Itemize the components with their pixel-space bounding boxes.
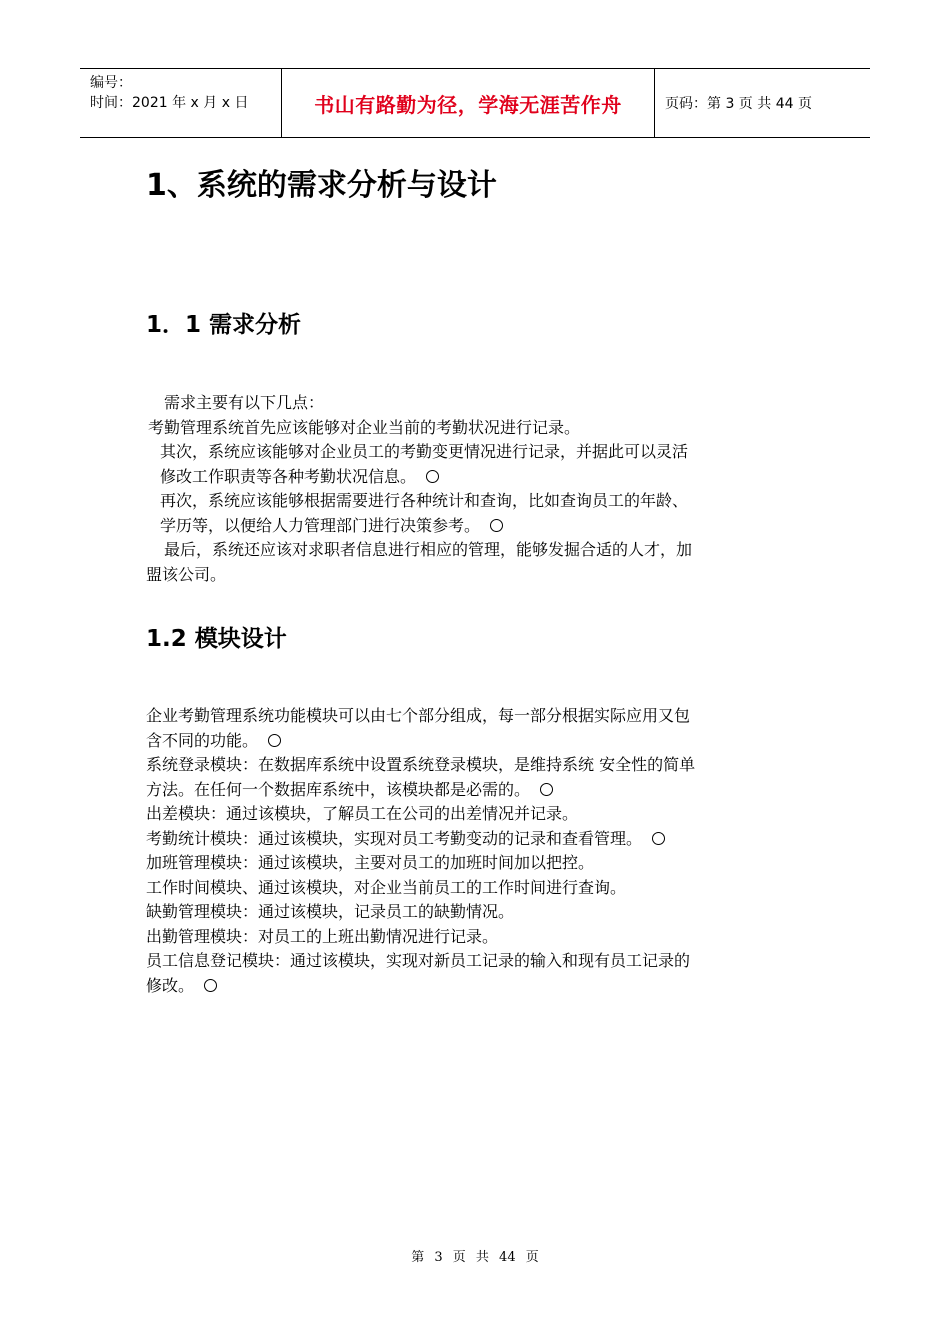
paragraph-line: 含不同的功能。 [146,729,814,754]
circle-mark-icon [268,734,281,747]
paragraph-line: 其次，系统应该能够对企业员工的考勤变更情况进行记录，并据此可以灵活 [160,442,689,461]
paragraph-line: 加班管理模块：通过该模块，主要对员工的加班时间加以把控。 [146,853,595,872]
paragraph-line: 考勤统计模块：通过该模块，实现对员工考勤变动的记录和查看管理。 [146,827,814,852]
paragraph-line: 学历等，以便给人力管理部门进行决策参考。 [146,514,814,539]
page-footer: 第 3 页 共 44 页 [411,1250,539,1265]
paragraph-line: 工作时间模块、通过该模块，对企业当前员工的工作时间进行查询。 [146,877,627,897]
section-heading-modules: 1.2 模块设计 [146,626,287,652]
paragraph-line: 需求主要有以下几点： [164,393,325,412]
circle-mark-icon [540,783,553,796]
paragraph-line: 考勤管理系统首先应该能够对企业当前的考勤状况进行记录。 [148,417,581,437]
document-title: 1、系统的需求分析与设计 [146,168,497,203]
page-header [80,68,870,138]
paragraph-line: 最后，系统还应该对求职者信息进行相应的管理，能够发掘合适的人才，加 [164,540,693,559]
circle-mark-icon [652,832,665,845]
paragraph-line: 出差模块：通过该模块，了解员工在公司的出差情况并记录。 [146,804,579,823]
paragraph-line: 出勤管理模块：对员工的上班出勤情况进行记录。 [146,926,499,946]
circle-mark-icon [490,519,503,532]
paragraph-line: 员工信息登记模块：通过该模块，实现对新员工记录的输入和现有员工记录的 [146,951,691,970]
paragraph-line: 方法。在任何一个数据库系统中，该模块都是必需的。 [146,778,814,803]
section-heading-requirements: 1．1 需求分析 [146,312,302,338]
circle-mark-icon [426,470,439,483]
header-time-label: 时间：2021 年 x 月 x 日 [90,95,249,111]
header-meta [80,69,282,137]
paragraph-line: 系统登录模块：在数据库系统中设置系统登录模块，是维持系统 安全性的简单 [146,755,696,774]
header-number-label: 编号： [90,75,132,91]
paragraph-line: 盟该公司。 [146,564,227,584]
paragraph-line: 缺勤管理模块：通过该模块，记录员工的缺勤情况。 [146,902,515,921]
paragraph-line: 再次，系统应该能够根据需要进行各种统计和查询，比如查询员工的年龄、 [160,491,689,510]
requirements-body [146,391,814,587]
paragraph-line: 修改。 [146,974,814,999]
modules-body [146,704,814,998]
header-motto-cell [282,69,655,137]
paragraph-line: 企业考勤管理系统功能模块可以由七个部分组成，每一部分根据实际应用又包 [146,706,691,725]
header-page-info: 页码：第 3 页 共 44 页 [665,96,812,112]
paragraph-line: 修改工作职责等各种考勤状况信息。 [146,465,814,490]
circle-mark-icon [204,979,217,992]
header-motto: 书山有路勤为径，学海无涯苦作舟 [314,92,622,117]
